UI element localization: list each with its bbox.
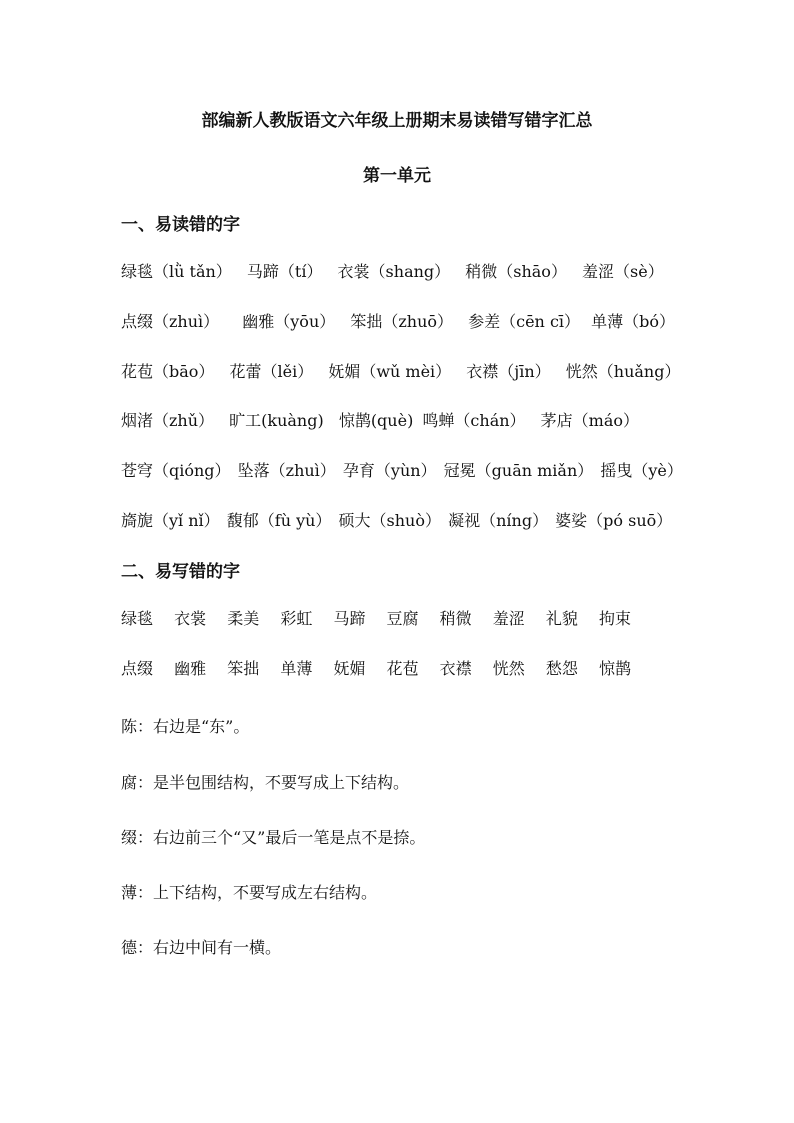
reading-row-6 xyxy=(121,508,721,531)
writing-word: 衣襟 xyxy=(439,659,472,678)
reading-word: 参差（cēn cī） xyxy=(468,312,581,331)
reading-word: 旖旎（yǐ nǐ） xyxy=(121,511,220,530)
writing-word: 妩媚 xyxy=(333,659,366,678)
reading-word: 孕育（yùn） xyxy=(342,461,437,480)
reading-word: 鸣蝉（chán） xyxy=(422,411,526,430)
writing-word: 礼貌 xyxy=(545,609,578,628)
reading-row-2 xyxy=(121,309,721,332)
reading-word: 花苞（bāo） xyxy=(121,362,215,381)
section-heading-writing: 二、易写错的字 xyxy=(121,562,240,582)
unit-title: 第一单元 xyxy=(363,166,431,186)
reading-row-4 xyxy=(121,408,721,431)
writing-word: 羞涩 xyxy=(492,609,525,628)
reading-word: 凝视（níng） xyxy=(448,511,549,530)
reading-word: 幽雅（yōu） xyxy=(242,312,336,331)
reading-row-5 xyxy=(121,458,721,481)
reading-word: 衣裳（shang） xyxy=(337,262,451,281)
reading-word: 惊鹊(què) xyxy=(338,411,414,430)
writing-word: 点缀 xyxy=(121,659,154,678)
writing-word: 彩虹 xyxy=(280,609,313,628)
reading-word: 馥郁（fù yù） xyxy=(226,511,332,530)
writing-word: 幽雅 xyxy=(174,659,207,678)
reading-word: 笨拙（zhuō） xyxy=(350,312,454,331)
writing-word: 单薄 xyxy=(280,659,313,678)
reading-word: 坠落（zhuì） xyxy=(237,461,336,480)
reading-row-3 xyxy=(121,359,721,382)
note-bo: 薄：上下结构，不要写成左右结构。 xyxy=(121,883,378,902)
writing-word: 绿毯 xyxy=(121,609,154,628)
writing-word: 稍微 xyxy=(439,609,472,628)
reading-word: 冠冕（guān miǎn） xyxy=(443,461,594,480)
reading-word: 烟渚（zhǔ） xyxy=(121,411,215,430)
reading-word: 摇曳（yè） xyxy=(600,461,683,480)
writing-row-1 xyxy=(121,606,721,629)
note-fu: 腐：是半包围结构，不要写成上下结构。 xyxy=(121,773,410,792)
reading-word: 苍穹（qióng） xyxy=(121,461,231,480)
writing-word: 马蹄 xyxy=(333,609,366,628)
reading-word: 旷工(kuàng) xyxy=(229,411,324,430)
reading-row-1 xyxy=(121,259,721,282)
reading-word: 茅店（máo） xyxy=(540,411,639,430)
reading-word: 羞涩（sè） xyxy=(582,262,664,281)
writing-word: 柔美 xyxy=(227,609,260,628)
writing-word: 恍然 xyxy=(492,659,525,678)
writing-row-2 xyxy=(121,656,721,679)
writing-word: 愁怨 xyxy=(545,659,578,678)
reading-word: 硕大（shuò） xyxy=(338,511,441,530)
writing-word: 惊鹊 xyxy=(598,659,631,678)
writing-word: 拘束 xyxy=(598,609,631,628)
reading-word: 花蕾（lěi） xyxy=(229,362,314,381)
writing-word: 豆腐 xyxy=(386,609,419,628)
reading-word: 衣襟（jīn） xyxy=(466,362,551,381)
document-title: 部编新人教版语文六年级上册期末易读错写错字汇总 xyxy=(201,111,593,131)
reading-word: 婆娑（pó suō） xyxy=(555,511,673,530)
reading-word: 马蹄（tí） xyxy=(246,262,323,281)
note-zhui: 缀：右边前三个“又”最后一笔是点不是捺。 xyxy=(121,828,426,847)
reading-word: 稍微（shāo） xyxy=(465,262,567,281)
writing-word: 衣裳 xyxy=(174,609,207,628)
note-chen: 陈：右边是“东”。 xyxy=(121,717,250,736)
writing-word: 花苞 xyxy=(386,659,419,678)
reading-word: 点缀（zhuì） xyxy=(121,312,220,331)
reading-word: 绿毯（lǜ tǎn） xyxy=(121,262,232,281)
section-heading-reading: 一、易读错的字 xyxy=(121,215,240,235)
note-de: 德：右边中间有一横。 xyxy=(121,938,282,957)
reading-word: 妩媚（wǔ mèi） xyxy=(328,362,452,381)
writing-word: 笨拙 xyxy=(227,659,260,678)
reading-word: 单薄（bó） xyxy=(591,312,676,331)
reading-word: 恍然（huǎng） xyxy=(565,362,681,381)
